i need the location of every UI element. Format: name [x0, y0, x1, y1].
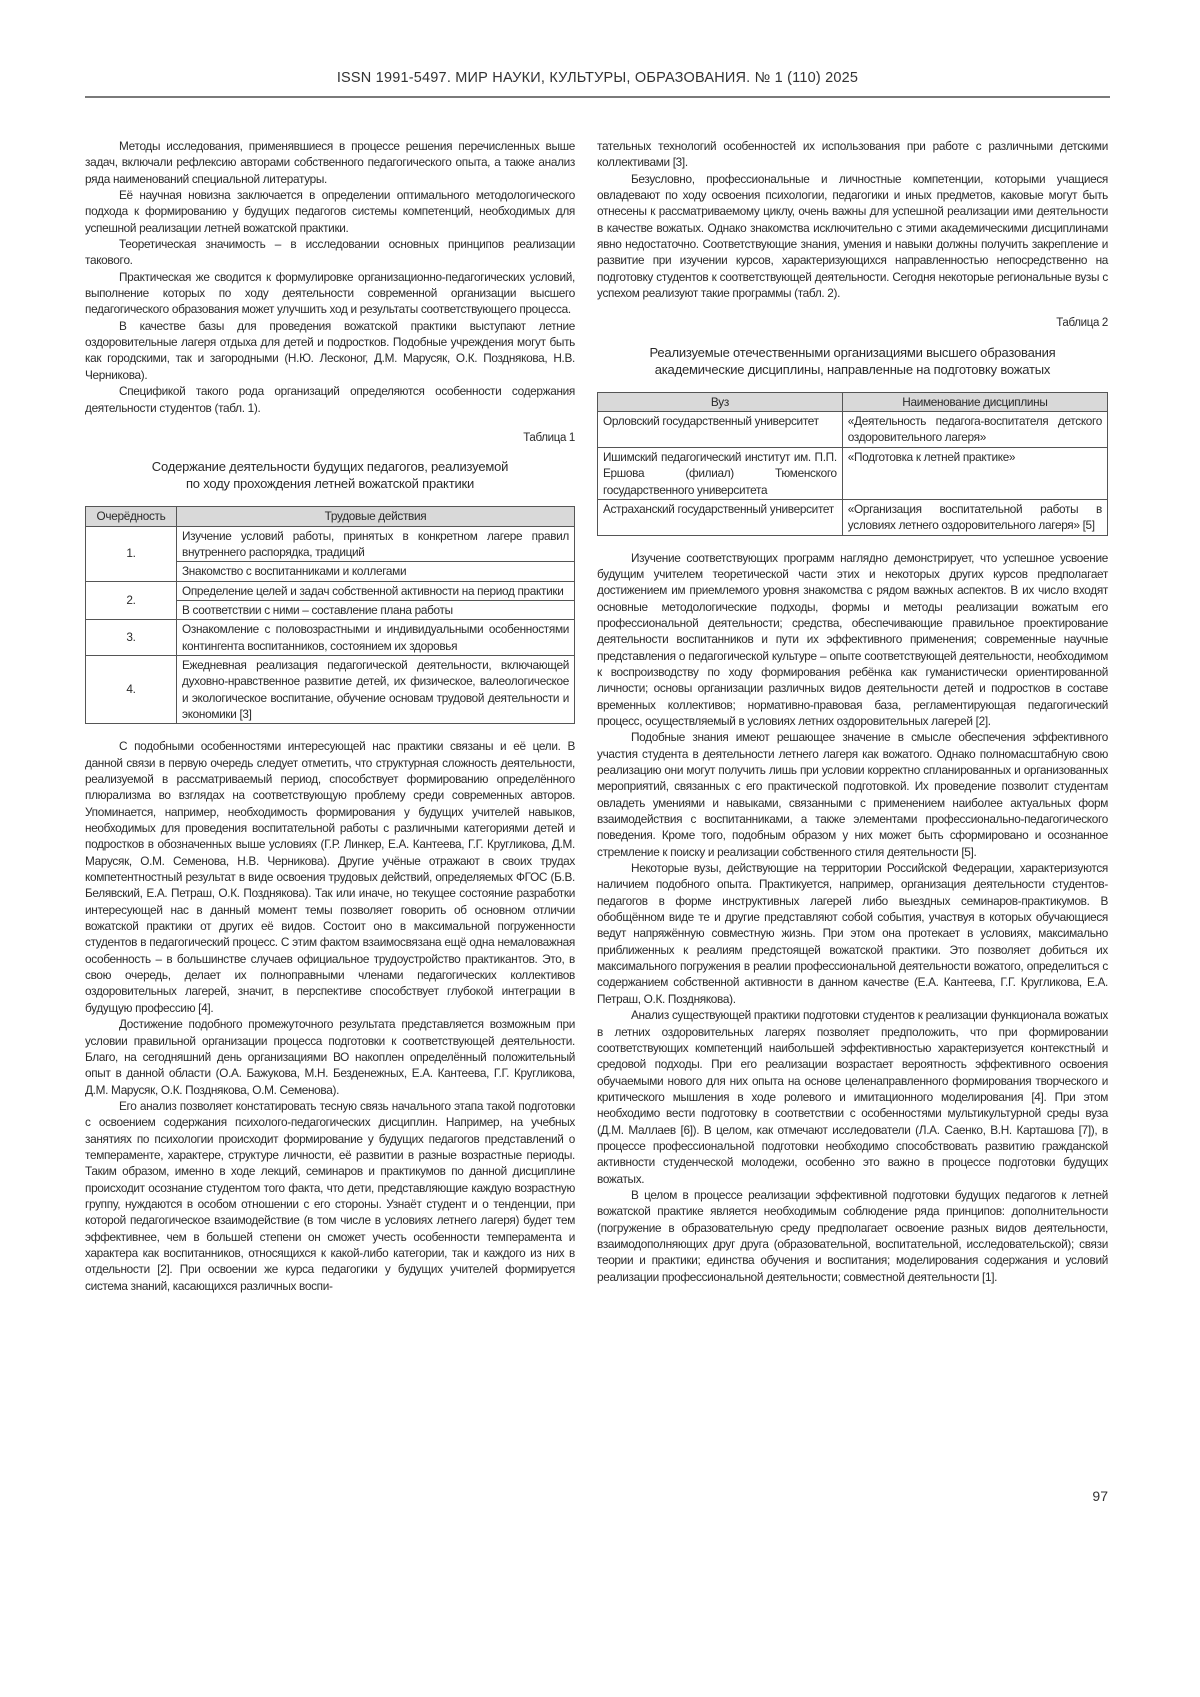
action-cell: Определение целей и задач собственной активности на период практики: [177, 581, 575, 600]
action-cell: В соответствии с ними – составление плана работы: [177, 600, 575, 619]
table1-header-actions: Трудовые действия: [177, 507, 575, 526]
paragraph: Спецификой такого рода организаций определяются особенности содержания деятельности студентов (табл. 1).: [85, 383, 575, 416]
action-cell: Знакомство с воспитанниками и коллегами: [177, 562, 575, 581]
table2-label: Таблица 2: [597, 315, 1108, 331]
table-row: [86, 581, 575, 600]
table2: [597, 392, 1108, 536]
right-body-paragraphs: [597, 550, 1108, 1285]
table2-header-vuz: Вуз: [598, 392, 843, 411]
paragraph: Теоретическая значимость – в исследовании основных принципов реализации таковогo.: [85, 236, 575, 269]
table1-caption-line: по ходу прохождения летней вожатской практики: [85, 475, 575, 492]
right-intro-paragraphs: [597, 171, 1108, 302]
table1: [85, 506, 575, 724]
paragraph: С подобными особенностями интересующей нас практики связаны и её цели. В данной связи в первую очередь следует отметить, что структурная сложность деятельности, реализуемой в рассматриваемый период, способствует формированию определённого плюрализма во взглядах на соответствующую проблему среди современных авторов. Упоминается, например, необходимость формирования у будущих учителей навыков, необходимых для проведения воспитательной работы с различными категориями детей и подростков в обозначенных выше условиях (Г.Р. Линкер, Е.А. Кантеева, Г.Г. Кругликова, Д.М. Марусяк, О.М. Семенова, Н.В. Черникова). Другие учёные отражают в своих трудах компетентностный результат в виде освоения трудовых действий, определяемых ФГОС (Б.В. Белявский, Е.А. Петраш, О.К. Позднякова). Так или иначе, но текущее состояние разработки интересующей нас в данный момент темы позволяет говорить об основном отличии вожатской практики от других её видов. Состоит оно в максимальной погруженности студентов в педагогический процесс. С этим фактом взаимосвязана ещё одна немаловажная особенность – в большинстве случаев официальное трудоустройство практикантов. Это, в свою очередь, делает их полноправными членами педагогических коллективов оздоровительных лагерей, значит, в перспективе способствует глубокой интеграции в будущую профессию [4].: [85, 738, 575, 1016]
table2-header-discipline: Наименование дисциплины: [842, 392, 1107, 411]
table1-label: Таблица 1: [85, 430, 575, 446]
action-cell: Изучение условий работы, принятых в конкретном лагере правил внутреннего распорядка, традиций: [177, 526, 575, 562]
table1-caption-line: Содержание деятельности будущих педагогов, реализуемой: [85, 458, 575, 475]
left-column: [85, 138, 575, 1294]
table1-caption: [85, 458, 575, 492]
action-cell: Ежедневная реализация педагогической деятельности, включающей духовно-нравственное развитие детей, их физическое, валеологическое и экологическое воспитание, обучение основам трудовой деятельности и экономики [3]: [177, 655, 575, 723]
discipline-cell: «Подготовка к летней практике»: [842, 447, 1107, 499]
vuz-cell: Орловский государственный университет: [598, 412, 843, 448]
paragraph: Достижение подобного промежуточного результата представляется возможным при условии правильной организации процесса подготовки к соответствующей деятельности. Благо, на сегодняшний день организациями ВО накоплен определённый положительный опыт в данной области (О.А. Бажукова, М.Н. Безденежных, Е.А. Кантеева, Г.Г. Кругликова, Д.М. Марусяк, О.К. Позднякова, О.М. Семенова).: [85, 1016, 575, 1098]
header-rule: [85, 96, 1110, 98]
table2-caption-line: Реализуемые отечественными организациями высшего образования: [597, 344, 1108, 361]
table1-body: [86, 526, 575, 724]
table1-header-order: Очерёдность: [86, 507, 177, 526]
left-body-paragraphs: [85, 738, 575, 1294]
paragraph: Подобные знания имеют решающее значение в смысле обеспечения эффективного участия студента в деятельности летнего лагеря как вожатого. Однако полномасштабную свою реализацию они могут получить лишь при условии корректно спланированных и организованных мероприятий, связанных с его практической подготовкой. Их проведение позволит студентам овладеть умениями и навыками, связанными с применением наиболее актуальных форм взаимодействия с воспитанниками, а также элементами профессионально-педагогического поведения. Кроме того, подобным образом у них может быть сформировано и осознанное стремление к поиску и реализации собственного стиля деятельности [5].: [597, 729, 1108, 860]
journal-header: ISSN 1991-5497. МИР НАУКИ, КУЛЬТУРЫ, ОБРАЗОВАНИЯ. № 1 (110) 2025: [85, 70, 1110, 86]
discipline-cell: «Организация воспитательной работы в условиях летнего оздоровительного лагеря» [5]: [842, 499, 1107, 535]
paragraph: Методы исследования, применявшиеся в процессе решения перечисленных выше задач, включали рефлексию авторами собственного педагогического опыта, а также анализ ряда наименований специальной литературы.: [85, 138, 575, 187]
order-cell: 2.: [86, 581, 177, 620]
page-number: 97: [1092, 1488, 1108, 1504]
paragraph: Её научная новизна заключается в определении оптимального методологического подхода к формированию у будущих педагогов системы компетенций, необходимых для успешной реализации летней вожатской практики.: [85, 187, 575, 236]
table2-caption-line: академические дисциплины, направленные на подготовку вожатых: [597, 361, 1108, 378]
order-cell: 3.: [86, 620, 177, 656]
left-intro-paragraphs: [85, 138, 575, 416]
paragraph: Безусловно, профессиональные и личностные компетенции, которыми учащиеся овладевают по ходу освоения психологии, педагогики и иных предметов, каковые могут быть отнесены к рассматриваемому циклу, очень важны для успешной реализации ими деятельности в качестве вожатых. Однако знакомства исключительно с этими академическими дисциплинами явно недостаточно. Соответствующие знания, умения и навыки должны получить закрепление и развитие при изучении курсов, характеризующихся направленностью непосредственно на подготовку студентов к соответствующей деятельности. Сегодня некоторые региональные вузы с успехом реализуют такие программы (табл. 2).: [597, 171, 1108, 302]
table2-caption: [597, 344, 1108, 378]
table-row: [86, 655, 575, 723]
discipline-cell: «Деятельность педагога-воспитателя детского оздоровительного лагеря»: [842, 412, 1107, 448]
table-row: [598, 447, 1108, 499]
table-row: [86, 526, 575, 562]
vuz-cell: Ишимский педагогический институт им. П.П. Ершова (филиал) Тюменского государственного университета: [598, 447, 843, 499]
vuz-cell: Астраханский государственный университет: [598, 499, 843, 535]
table-row: [598, 412, 1108, 448]
paragraph: Его анализ позволяет констатировать тесную связь начального этапа такой подготовки с освоением содержания психолого-педагогических дисциплин. Например, на учебных занятиях по психологии происходит формирование у будущих педагогов представлений о темпераменте, характере, структуре личности, её развитии в разные возрастные периоды. Таким образом, именно в ходе лекций, семинаров и практикумов по данной дисциплине происходит осознание студентом того факта, что дети, представляющие каждую возрастную группу, нуждаются в особом отношении с его стороны. Узнаёт студент и о тенденции, при которой педагогическое взаимодействие (в том числе в условиях летнего лагеря) будет тем эффективнее, чем в большей степени он сможет учесть особенности темперамента и характера как воспитанников, относящихся к какой-либо категории, так и каждого из них в отдельности [2]. При освоении же курса педагогики у будущих учителей формируется система знаний, касающихся различных воспи-: [85, 1098, 575, 1294]
action-cell: Ознакомление с половозрастными и индивидуальными особенностями контингента воспитанников, состоянием их здоровья: [177, 620, 575, 656]
paragraph: В качестве базы для проведения вожатской практики выступают летние оздоровительные лагеря отдыха для детей и подростков. Подобные учреждения могут быть как городскими, так и загородными (Н.Ю. Лесконог, Д.М. Марусяк, О.К. Позднякова, Н.В. Черникова).: [85, 318, 575, 383]
table-row: [598, 499, 1108, 535]
continued-paragraph: тательных технологий особенностей их использования при работе с различными детскими коллективами [3].: [597, 138, 1108, 171]
paragraph: Изучение соответствующих программ наглядно демонстрирует, что успешное усвоение будущим учителем теоретической части этих и некоторых других курсов предполагает достижением им приемлемого уровня знакомства с рядом важных аспектов. В их число входят основные методологические подходы, формы и методы реализации вожатым его профессиональной деятельности; средства, обеспечивающие правильное проектирование деятельности воспитанников и пути их эффективного применения; современные научные представления о педагогической культуре – опыте соответствующей деятельности, необходимом к воспроизводству по ходу формирования ребёнка как гуманистически ориентированной личности; основы организации различных видов деятельности детей и подростков в составе временных коллективов; нормативно-правовая база, регламентирующая педагогический процесс, осуществляемый в условиях летних оздоровительных лагерей [2].: [597, 550, 1108, 730]
table-row: [86, 620, 575, 656]
order-cell: 4.: [86, 655, 177, 723]
paragraph: Некоторые вузы, действующие на территории Российской Федерации, характеризуются наличием подобного опыта. Практикуется, например, организация деятельности студентов-педагогов в форме инструктивных лагерей либо выездных семинаров-практикумов. В обобщённом виде те и другие представляют собой события, участвуя в которых обучающиеся ведут напряжённую совместную жизнь. При этом она протекает в условиях, максимально приближенных к реалиям предстоящей вожатской практики. Это позволяет добиться их максимального погружения в реалии профессиональной деятельности вожатого, определиться с содержанием собственной активности в данном качестве (Е.А. Кантеева, Г.Г. Кругликова, Е.А. Петраш, О.К. Позднякова).: [597, 860, 1108, 1007]
table2-body: [598, 412, 1108, 535]
paragraph: Практическая же сводится к формулировке организационно-педагогических условий, выполнение которых по ходу деятельности современной организации высшего педагогического образования может улучшить ход и результаты соответствующего процесса.: [85, 269, 575, 318]
paragraph: Анализ существующей практики подготовки студентов к реализации функционала вожатых в летних оздоровительных лагерях позволяет предположить, что при формировании соответствующих компетенций наибольшей эффективностью характеризуется контекстный и средовой подходы. При его реализации возрастает вероятность эффективного освоения обучаемыми нового для них опыта на основе целенаправленного формирования творческого и критического мышления в ходе ролевого и имитационного моделирования [4]. При этом необходимо вести подготовку в соответствии с особенностями мультикультурной среды вуза (Д.М. Маллаев [6]). В целом, как отмечают исследователи (Л.А. Саенко, В.Н. Карташова [7]), в процессе профессиональной подготовки необходимо способствовать развитию гражданской активности студенческой молодежи, особенно это важно в процессе подготовки будущих вожатых.: [597, 1007, 1108, 1187]
paragraph: В целом в процессе реализации эффективной подготовки будущих педагогов к летней вожатской практике является необходимым соблюдение ряда принципов: дополнительности (погружение в образовательную среду предполагает освоение разных видов деятельности, взаимодополняющих друг друга (образовательной, воспитательной, исследовательской); связи теории и практики; единства обучения и воспитания; моделирования содержания и условий реализации профессиональной деятельности; совместной деятельности [1].: [597, 1187, 1108, 1285]
right-column: [597, 138, 1108, 1285]
order-cell: 1.: [86, 526, 177, 581]
